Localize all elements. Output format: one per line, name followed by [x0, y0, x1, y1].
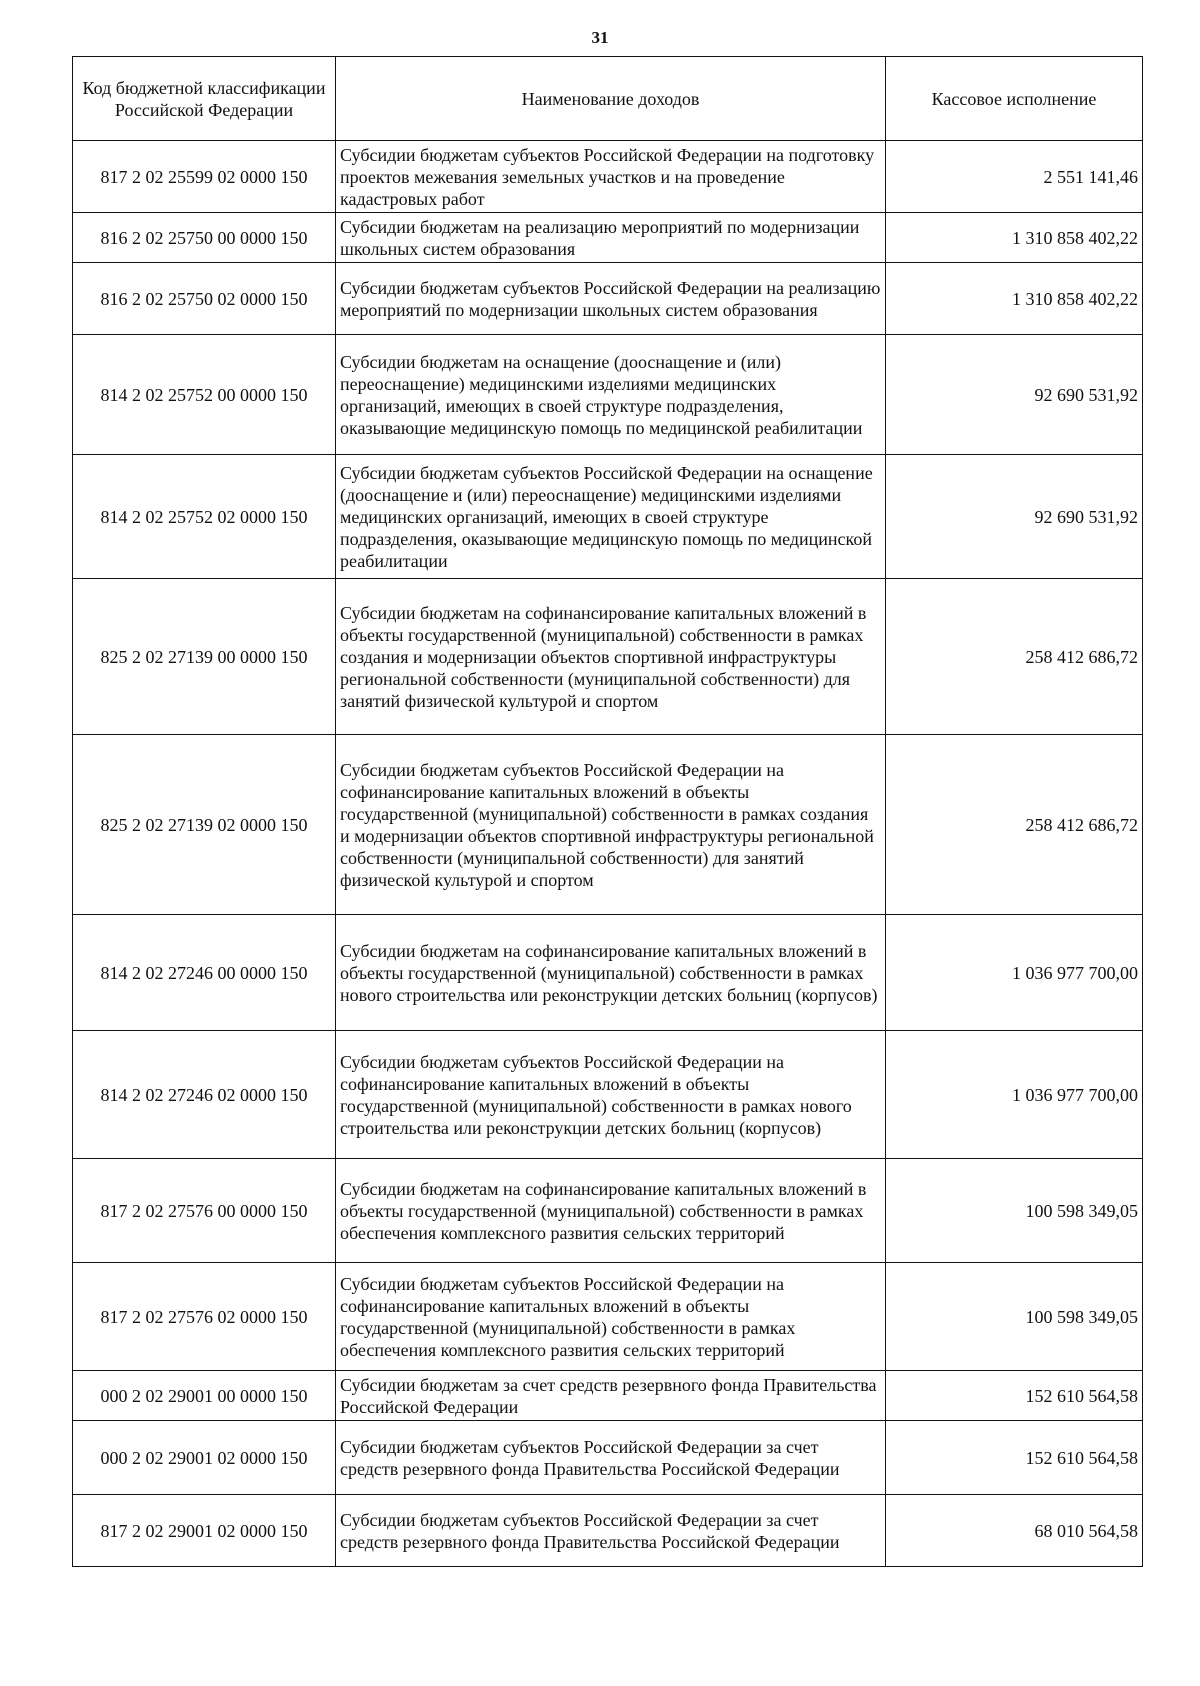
row-amount: 258 412 686,72 [886, 579, 1143, 735]
row-amount: 2 551 141,46 [886, 141, 1143, 213]
page-number: 31 [591, 28, 609, 47]
row-amount: 92 690 531,92 [886, 335, 1143, 455]
row-code: 817 2 02 29001 02 0000 150 [73, 1495, 336, 1567]
row-amount: 68 010 564,58 [886, 1495, 1143, 1567]
table-row [73, 915, 1143, 1031]
table-row [73, 455, 1143, 579]
header-amount: Кассовое исполнение [886, 57, 1143, 141]
row-code: 825 2 02 27139 02 0000 150 [73, 735, 336, 915]
row-code: 825 2 02 27139 00 0000 150 [73, 579, 336, 735]
row-amount: 1 310 858 402,22 [886, 263, 1143, 335]
row-name: Субсидии бюджетам субъектов Российской Федерации на софинансирование капитальных вложений в объекты государственной (муниципальной) собственности в рамках обеспечения комплексного развития сельских территорий [336, 1263, 886, 1371]
row-name: Субсидии бюджетам за счет средств резервного фонда Правительства Российской Федерации [336, 1371, 886, 1421]
table-row [73, 1031, 1143, 1159]
row-amount: 100 598 349,05 [886, 1159, 1143, 1263]
row-name: Субсидии бюджетам на софинансирование капитальных вложений в объекты государственной (муниципальной) собственности в рамках обеспечения комплексного развития сельских территорий [336, 1159, 886, 1263]
row-amount: 152 610 564,58 [886, 1421, 1143, 1495]
table-row [73, 141, 1143, 213]
row-code: 817 2 02 27576 02 0000 150 [73, 1263, 336, 1371]
table-row [73, 1495, 1143, 1567]
row-code: 817 2 02 27576 00 0000 150 [73, 1159, 336, 1263]
table-row [73, 1421, 1143, 1495]
row-code: 817 2 02 25599 02 0000 150 [73, 141, 336, 213]
row-amount: 100 598 349,05 [886, 1263, 1143, 1371]
table-row [73, 1371, 1143, 1421]
row-name: Субсидии бюджетам на оснащение (дооснащение и (или) переоснащение) медицинскими изделиями медицинских организаций, имеющих в своей структуре подразделения, оказывающие медицинскую помощь по медицинской реабилитации [336, 335, 886, 455]
row-name: Субсидии бюджетам на реализацию мероприятий по модернизации школьных систем образования [336, 213, 886, 263]
row-name: Субсидии бюджетам субъектов Российской Федерации на софинансирование капитальных вложений в объекты государственной (муниципальной) собственности в рамках создания и модернизации объектов спортивной инфраструктуры региональной собственности (муниципальной собственности) для занятий физической культурой и спортом [336, 735, 886, 915]
table-row [73, 1159, 1143, 1263]
header-code: Код бюджетной классификации Российской Федерации [73, 57, 336, 141]
row-amount: 258 412 686,72 [886, 735, 1143, 915]
row-name: Субсидии бюджетам субъектов Российской Федерации за счет средств резервного фонда Правительства Российской Федерации [336, 1421, 886, 1495]
row-name: Субсидии бюджетам субъектов Российской Федерации на софинансирование капитальных вложений в объекты государственной (муниципальной) собственности в рамках нового строительства или реконструкции детских больниц (корпусов) [336, 1031, 886, 1159]
row-name: Субсидии бюджетам субъектов Российской Федерации на реализацию мероприятий по модернизации школьных систем образования [336, 263, 886, 335]
row-code: 814 2 02 27246 00 0000 150 [73, 915, 336, 1031]
table-row [73, 263, 1143, 335]
row-code: 816 2 02 25750 00 0000 150 [73, 213, 336, 263]
row-name: Субсидии бюджетам на софинансирование капитальных вложений в объекты государственной (муниципальной) собственности в рамках создания и модернизации объектов спортивной инфраструктуры региональной собственности (муниципальной собственности) для занятий физической культурой и спортом [336, 579, 886, 735]
row-code: 816 2 02 25750 02 0000 150 [73, 263, 336, 335]
table-row [73, 735, 1143, 915]
row-amount: 1 310 858 402,22 [886, 213, 1143, 263]
table-row [73, 335, 1143, 455]
row-name: Субсидии бюджетам субъектов Российской Федерации на оснащение (дооснащение и (или) переоснащение) медицинскими изделиями медицинских организаций, имеющих в своей структуре подразделения, оказывающие медицинскую помощь по медицинской реабилитации [336, 455, 886, 579]
table-header-row [73, 57, 1143, 141]
row-name: Субсидии бюджетам на софинансирование капитальных вложений в объекты государственной (муниципальной) собственности в рамках нового строительства или реконструкции детских больниц (корпусов) [336, 915, 886, 1031]
row-code: 814 2 02 25752 02 0000 150 [73, 455, 336, 579]
row-amount: 1 036 977 700,00 [886, 1031, 1143, 1159]
row-code: 814 2 02 25752 00 0000 150 [73, 335, 336, 455]
row-code: 000 2 02 29001 02 0000 150 [73, 1421, 336, 1495]
table-row [73, 1263, 1143, 1371]
row-name: Субсидии бюджетам субъектов Российской Федерации за счет средств резервного фонда Правительства Российской Федерации [336, 1495, 886, 1567]
row-code: 000 2 02 29001 00 0000 150 [73, 1371, 336, 1421]
header-name: Наименование доходов [336, 57, 886, 141]
row-amount: 92 690 531,92 [886, 455, 1143, 579]
row-code: 814 2 02 27246 02 0000 150 [73, 1031, 336, 1159]
revenue-table [72, 56, 1143, 1567]
table-row [73, 579, 1143, 735]
row-amount: 152 610 564,58 [886, 1371, 1143, 1421]
row-name: Субсидии бюджетам субъектов Российской Федерации на подготовку проектов межевания земельных участков и на проведение кадастровых работ [336, 141, 886, 213]
table-row [73, 213, 1143, 263]
row-amount: 1 036 977 700,00 [886, 915, 1143, 1031]
